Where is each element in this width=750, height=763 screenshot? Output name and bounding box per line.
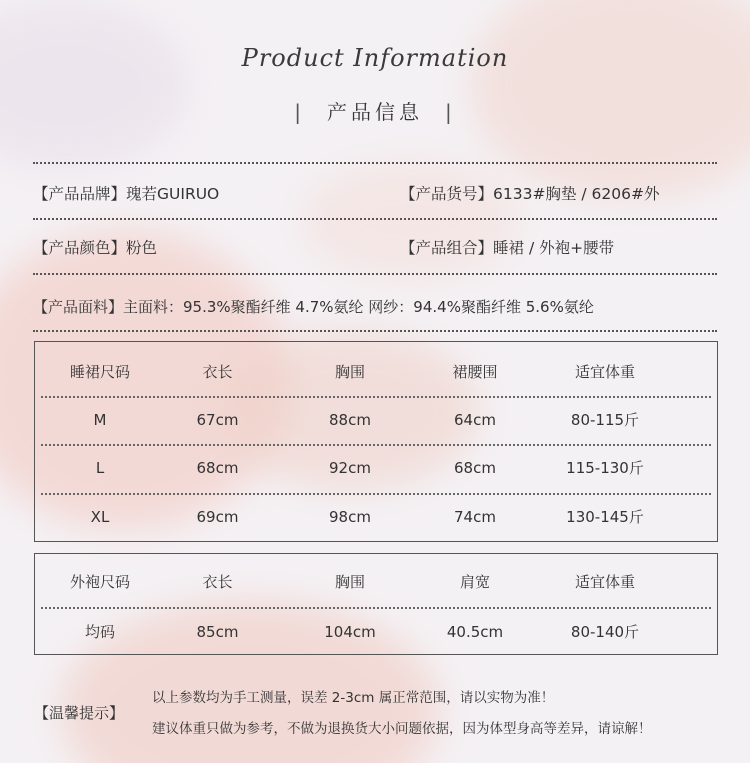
tip-line: 建议体重只做为参考，不做为退换货大小问题依据，因为体型身高等差异，请谅解！ [152,721,652,737]
header-cell: 胸围 [334,363,365,381]
divider [33,162,717,164]
script-title: Product Information [241,44,509,72]
combo-value: 睡裙 / 外袍+腰带 [493,239,615,257]
table-row [35,493,717,541]
table-cell: 80-115斤 [570,411,640,429]
fabric-value: 主面料：95.3%聚酯纤维 4.7%氨纶 网纱：94.4%聚酯纤维 5.6%氨纶 [123,298,594,316]
fabric-row [33,296,594,317]
table-header-row [35,348,717,396]
title-bar-left: | [294,100,305,124]
header-cell: 衣长 [202,363,233,381]
table-row [35,444,717,492]
header-cell: 胸围 [334,573,365,591]
header-cell: 衣长 [202,573,233,591]
color-row [33,236,157,258]
divider [33,273,717,275]
header-cell: 适宜体重 [574,363,635,381]
item-no-value: 6133#胸垫 / 6206#外 [493,185,660,203]
title-text: 产品信息 [327,100,423,124]
combo-row [400,236,614,258]
brand-value: 瑰若GUIRUO [126,185,220,203]
color-value: 粉色 [126,239,158,257]
table-cell: 40.5cm [446,623,504,641]
header-cell: 裙腰围 [452,363,498,381]
table-cell: 98cm [329,508,371,526]
header-cell: 肩宽 [459,573,490,591]
section-title [0,96,750,125]
table-cell: 74cm [454,508,496,526]
table-cell: 69cm [196,508,239,526]
table-cell: 68cm [454,459,496,477]
table-row [35,608,717,656]
table-row [35,396,717,444]
brand-label: 【产品品牌】 [33,185,127,203]
tip-line: 以上参数均为手工测量，误差 2-3cm 属正常范围，请以实物为准！ [152,690,555,706]
combo-label: 【产品组合】 [400,239,494,257]
table-cell: 67cm [196,411,239,429]
table-cell: 104cm [324,623,376,641]
table-header-row [35,558,717,606]
brand-row [33,182,219,204]
header-cell: 外袍尺码 [69,573,130,591]
tips-label: 【温馨提示】 [34,704,125,722]
table-cell: 115-130斤 [566,459,644,477]
item-no-label: 【产品货号】 [400,185,494,203]
table-cell: L [95,459,105,477]
table-cell: 85cm [196,623,239,641]
table-cell: XL [90,508,110,526]
table-cell: 64cm [454,411,496,429]
color-label: 【产品颜色】 [33,239,127,257]
robe-size-table [34,553,718,655]
table-cell: 130-145斤 [566,508,644,526]
table-cell: 88cm [329,411,371,429]
header-cell: 睡裙尺码 [69,363,130,381]
divider [33,330,717,332]
table-cell: 92cm [329,459,371,477]
dress-size-table [34,341,718,542]
table-cell: M [93,411,107,429]
title-bar-right: | [445,100,456,124]
fabric-label: 【产品面料】 [33,298,124,316]
table-cell: 均码 [84,623,115,641]
divider [33,218,717,220]
item-no-row [400,182,659,204]
header-cell: 适宜体重 [574,573,635,591]
table-cell: 68cm [196,459,239,477]
table-cell: 80-140斤 [570,623,640,641]
